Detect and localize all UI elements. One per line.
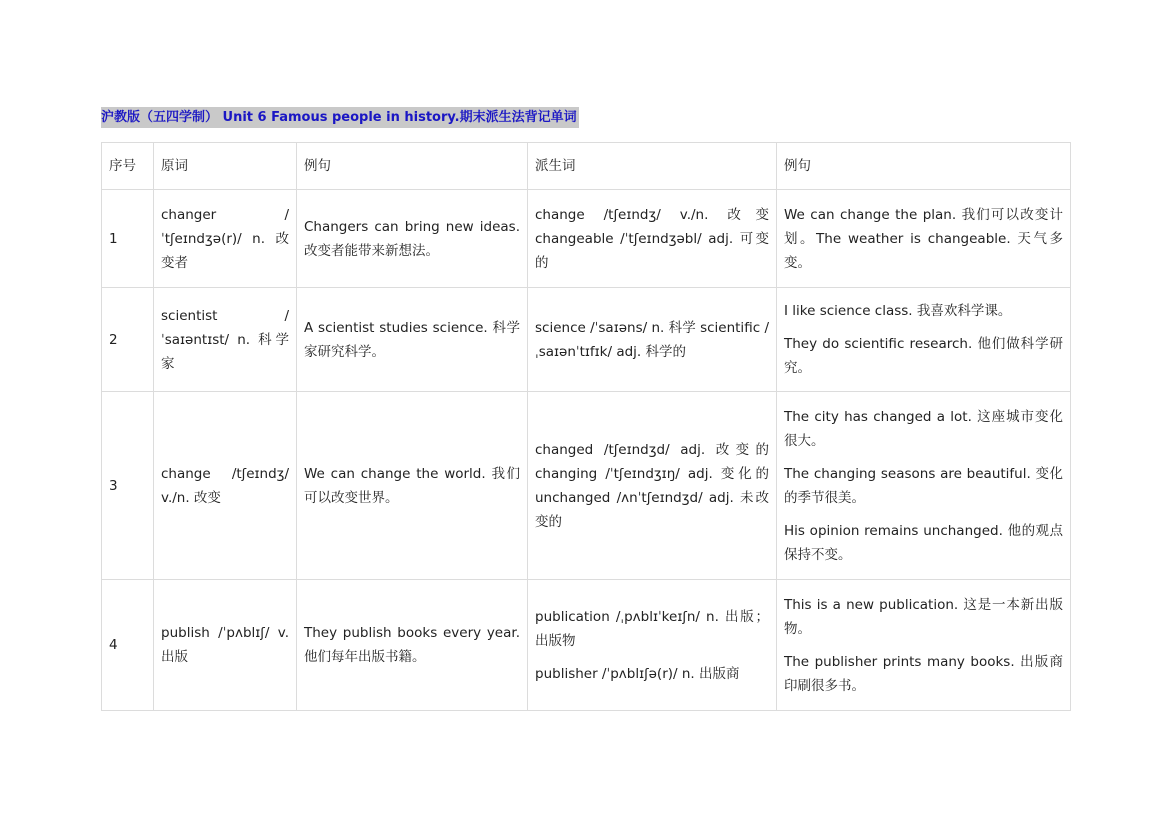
derivative-example-entry: They do scientific research. 他们做科学研究。 xyxy=(784,336,1063,376)
vocabulary-table xyxy=(101,142,1071,711)
row-number: 1 xyxy=(102,190,154,288)
row-derivatives xyxy=(528,288,777,392)
row-example: They publish books every year. 他们每年出版书籍。 xyxy=(297,580,528,711)
row-word: changer /ˈtʃeɪndʒə(r)/ n. 改变者 xyxy=(154,190,297,288)
header-number: 序号 xyxy=(102,143,154,190)
row-derivatives xyxy=(528,392,777,580)
derivative-example-entry: The publisher prints many books. 出版商印刷很多书。 xyxy=(784,653,1063,694)
row-derivative-examples xyxy=(777,288,1071,392)
row-derivative-examples xyxy=(777,392,1071,580)
derivative-entry: changed /tʃeɪndʒd/ adj. 改变的 changing /ˈtʃeɪndʒɪŋ/ adj. 变化的 unchanged /ʌnˈtʃeɪndʒd/ adj. 未改变的 xyxy=(535,441,769,530)
row-word: change /tʃeɪndʒ/ v./n. 改变 xyxy=(154,392,297,580)
table-header-row xyxy=(102,143,1071,190)
derivative-example-entry: The changing seasons are beautiful. 变化的季节很美。 xyxy=(784,465,1063,506)
header-example: 例句 xyxy=(297,143,528,190)
row-number: 4 xyxy=(102,580,154,711)
row-example: Changers can bring new ideas. 改变者能带来新想法。 xyxy=(297,190,528,288)
table-row xyxy=(102,580,1071,711)
row-word: publish /ˈpʌblɪʃ/ v. 出版 xyxy=(154,580,297,711)
header-derivative: 派生词 xyxy=(528,143,777,190)
row-number: 2 xyxy=(102,288,154,392)
derivative-entry: science /ˈsaɪəns/ n. 科学 scientific /ˌsaɪənˈtɪfɪk/ adj. 科学的 xyxy=(535,319,769,360)
row-derivatives xyxy=(528,190,777,288)
table-row xyxy=(102,190,1071,288)
row-number: 3 xyxy=(102,392,154,580)
derivative-entry: publication /ˌpʌblɪˈkeɪʃn/ n. 出版；出版物 xyxy=(535,608,769,649)
derivative-example-entry: We can change the plan. 我们可以改变计划。The weather is changeable. 天气多变。 xyxy=(784,206,1063,271)
table-row xyxy=(102,288,1071,392)
derivative-entry: publisher /ˈpʌblɪʃə(r)/ n. 出版商 xyxy=(535,665,740,682)
derivative-entry: change /tʃeɪndʒ/ v./n. 改变 changeable /ˈtʃeɪndʒəbl/ adj. 可变的 xyxy=(535,206,769,271)
header-word: 原词 xyxy=(154,143,297,190)
header-derivative-example: 例句 xyxy=(777,143,1071,190)
derivative-example-entry: This is a new publication. 这是一本新出版物。 xyxy=(784,596,1063,637)
row-derivative-examples xyxy=(777,580,1071,711)
row-word: scientist /ˈsaɪəntɪst/ n. 科学家 xyxy=(154,288,297,392)
derivative-example-entry: The city has changed a lot. 这座城市变化很大。 xyxy=(784,408,1063,449)
row-example: A scientist studies science. 科学家研究科学。 xyxy=(297,288,528,392)
table-row xyxy=(102,392,1071,580)
row-derivative-examples xyxy=(777,190,1071,288)
row-derivatives xyxy=(528,580,777,711)
document-title: 沪教版（五四学制） Unit 6 Famous people in history.期末派生法背记单词 xyxy=(101,107,579,128)
derivative-example-entry: I like science class. 我喜欢科学课。 xyxy=(784,303,1012,319)
row-example: We can change the world. 我们可以改变世界。 xyxy=(297,392,528,580)
derivative-example-entry: His opinion remains unchanged. 他的观点保持不变。 xyxy=(784,522,1063,563)
